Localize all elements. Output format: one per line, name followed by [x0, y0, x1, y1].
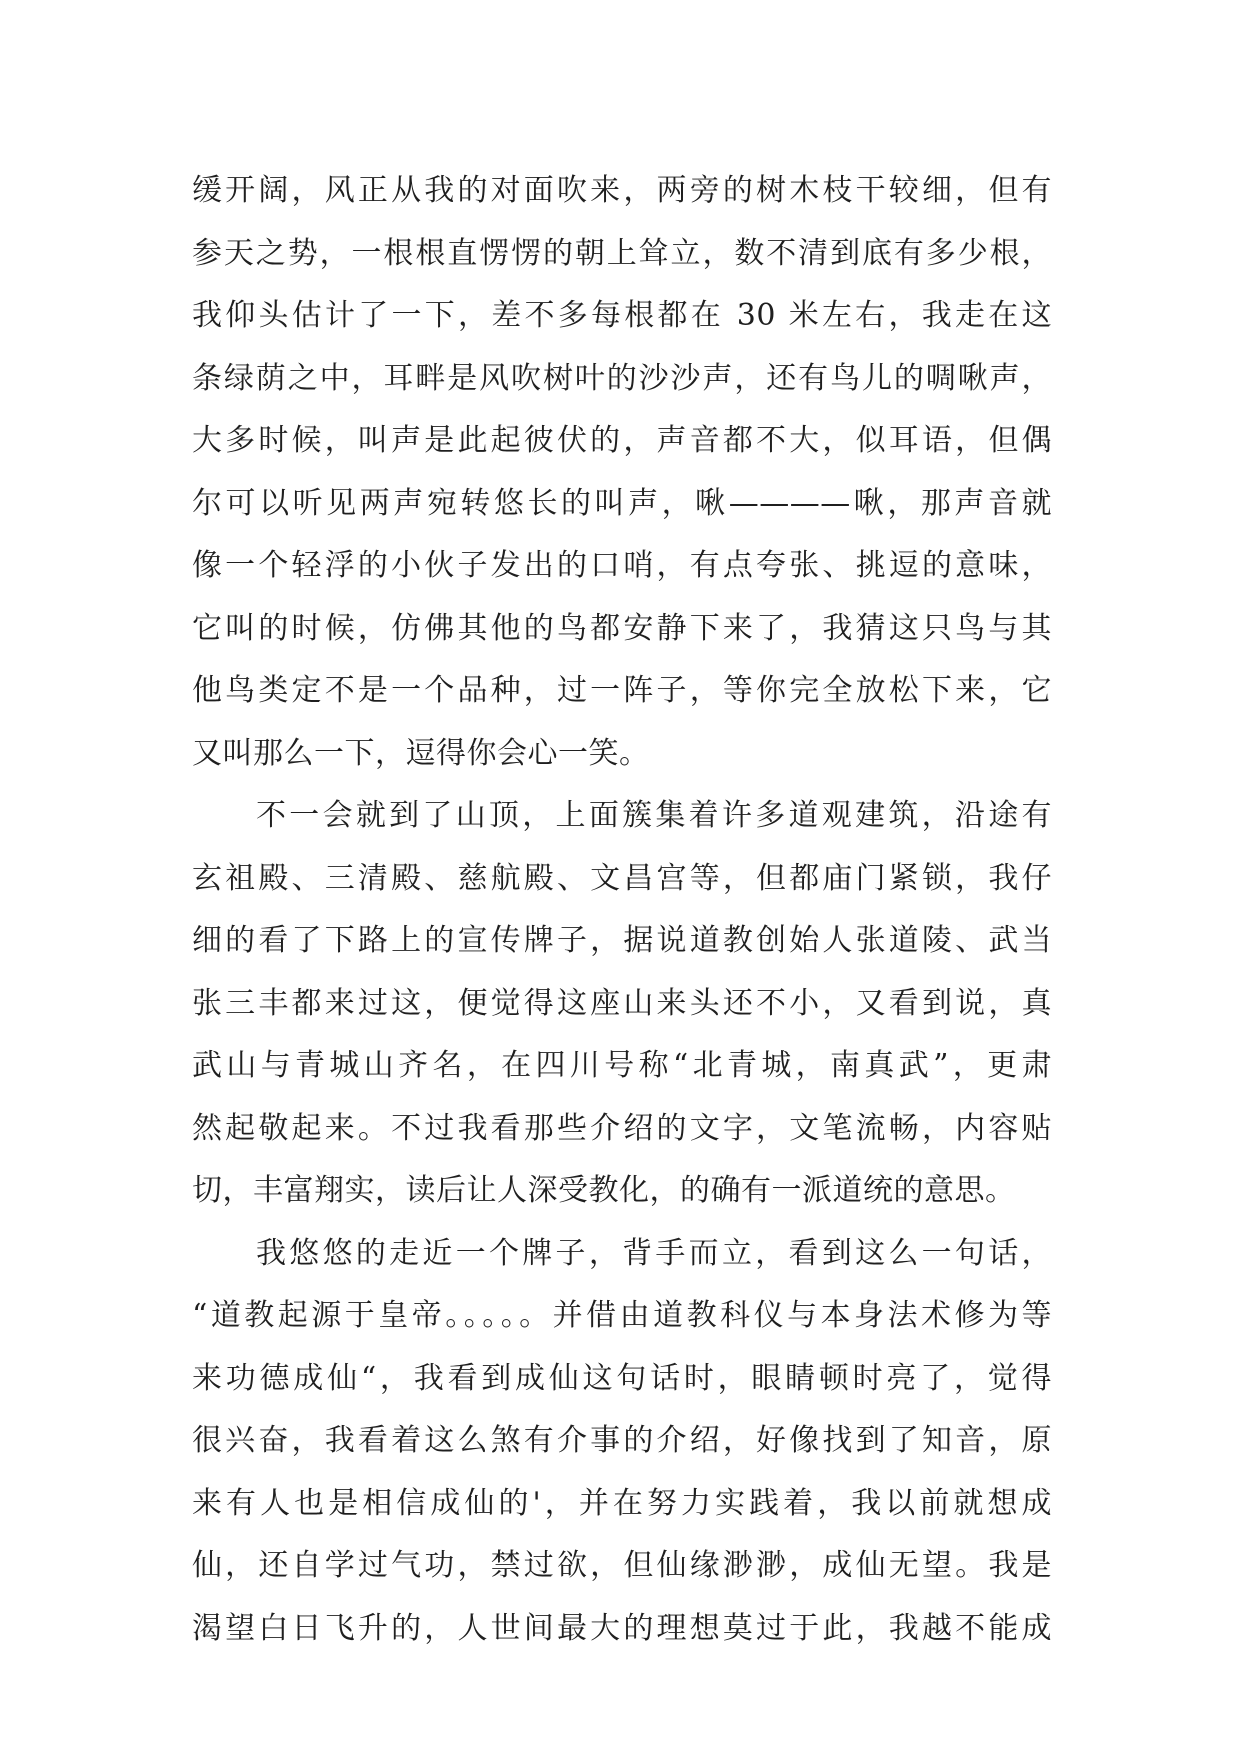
text-line: 切，丰富翔实，读后让人深受教化，的确有一派道统的意思。 — [192, 1173, 1016, 1208]
text-line: 来功德成仙“，我看到成仙这句话时，眼睛顿时亮了，觉得 — [192, 1360, 1052, 1396]
paragraph-first-line: 不一会就到了山顶，上面簇集着许多道观建筑，沿途有 — [256, 798, 1052, 833]
text-line: 来有人也是相信成仙的'，并在努力实践着，我以前就想成 — [192, 1485, 1052, 1521]
text-line: 参天之势，一根根直愣愣的朝上耸立，数不清到底有多少根， — [192, 235, 1052, 271]
text-line: 武山与青城山齐名，在四川号称“北青城，南真武”，更肃 — [192, 1048, 1052, 1083]
text-line: 很兴奋，我看着这么煞有介事的介绍，好像找到了知音，原 — [192, 1423, 1052, 1458]
text-line: 渴望白日飞升的，人世间最大的理想莫过于此，我越不能成 — [192, 1610, 1052, 1646]
text-line: “道教起源于皇帝。。。。。并借由道教科仪与本身法术修为等 — [192, 1298, 1052, 1333]
paragraph-first-line: 我悠悠的走近一个牌子，背手而立，看到这么一句话， — [256, 1235, 1052, 1271]
text-line: 又叫那么一下，逗得你会心一笑。 — [192, 735, 650, 771]
text-line: 尔可以听见两声宛转悠长的叫声，啾————啾，那声音就 — [192, 485, 1052, 521]
text-line: 条绿荫之中，耳畔是风吹树叶的沙沙声，还有鸟儿的啁啾声， — [192, 360, 1052, 396]
text-line: 然起敬起来。不过我看那些介绍的文字，文笔流畅，内容贴 — [192, 1110, 1052, 1146]
text-line: 张三丰都来过这，便觉得这座山来头还不小，又看到说，真 — [192, 985, 1052, 1021]
text-line: 他鸟类定不是一个品种，过一阵子，等你完全放松下来，它 — [192, 673, 1052, 708]
text-line: 细的看了下路上的宣传牌子，据说道教创始人张道陵、武当 — [192, 923, 1052, 958]
text-line: 玄祖殿、三清殿、慈航殿、文昌宫等，但都庙门紧锁，我仔 — [192, 860, 1052, 896]
text-line: 像一个轻浮的小伙子发出的口哨，有点夸张、挑逗的意味， — [192, 548, 1052, 583]
text-line: 仙，还自学过气功，禁过欲，但仙缘渺渺，成仙无望。我是 — [192, 1548, 1052, 1583]
body-text — [192, 160, 1052, 1660]
text-line: 大多时候，叫声是此起彼伏的，声音都不大，似耳语，但偶 — [192, 423, 1052, 458]
text-line: 我仰头估计了一下，差不多每根都在 30 米左右，我走在这 — [192, 298, 1052, 333]
text-line: 缓开阔，风正从我的对面吹来，两旁的树木枝干较细，但有 — [192, 173, 1052, 208]
text-line: 它叫的时候，仿佛其他的鸟都安静下来了，我猜这只鸟与其 — [192, 610, 1052, 646]
